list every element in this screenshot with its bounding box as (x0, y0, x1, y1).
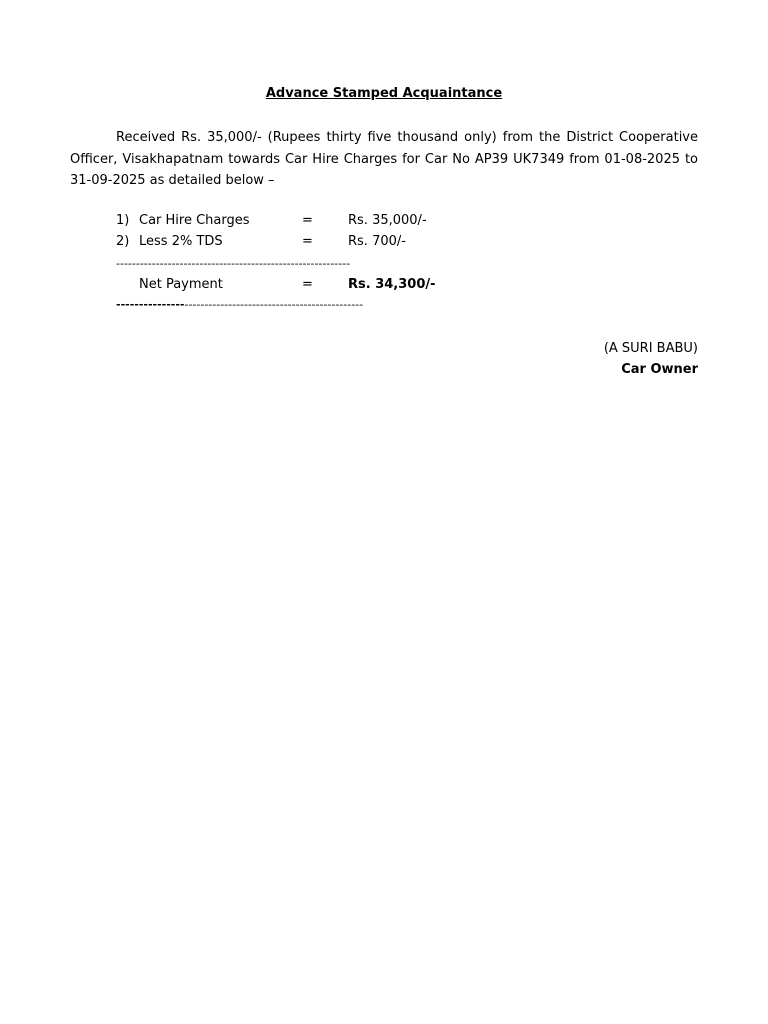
net-payment-label: Net Payment (139, 277, 223, 292)
item-label: Car Hire Charges (139, 213, 250, 228)
item-amount: Rs. 35,000/- (348, 213, 427, 228)
item-number: 1) (116, 213, 130, 228)
separator-rest-part: --------------------------------------------- (184, 298, 364, 311)
signatory-role: Car Owner (621, 362, 698, 377)
item-number: 2) (116, 234, 130, 249)
equals-sign: = (302, 277, 313, 292)
separator-bold-part: --------------- (116, 298, 185, 311)
equals-sign: = (302, 213, 313, 228)
item-label: Less 2% TDS (139, 234, 223, 249)
separator-line-bottom (116, 298, 406, 311)
signatory-name: (A SURI BABU) (603, 341, 698, 356)
net-payment-amount: Rs. 34,300/- (348, 277, 436, 292)
receipt-paragraph: Received Rs. 35,000/- (Rupees thirty five thousand only) from the District Cooperative Officer, Visakhapatnam towards Car Hire Charges for Car No AP39 UK7349 from 01-08-2025 to 31-09-2025 as detailed below – (70, 130, 698, 188)
item-amount: Rs. 700/- (348, 234, 406, 249)
equals-sign: = (302, 234, 313, 249)
document-title: Advance Stamped Acquaintance (265, 86, 503, 101)
separator-line: ----------------------------------------------------------- (116, 257, 351, 270)
